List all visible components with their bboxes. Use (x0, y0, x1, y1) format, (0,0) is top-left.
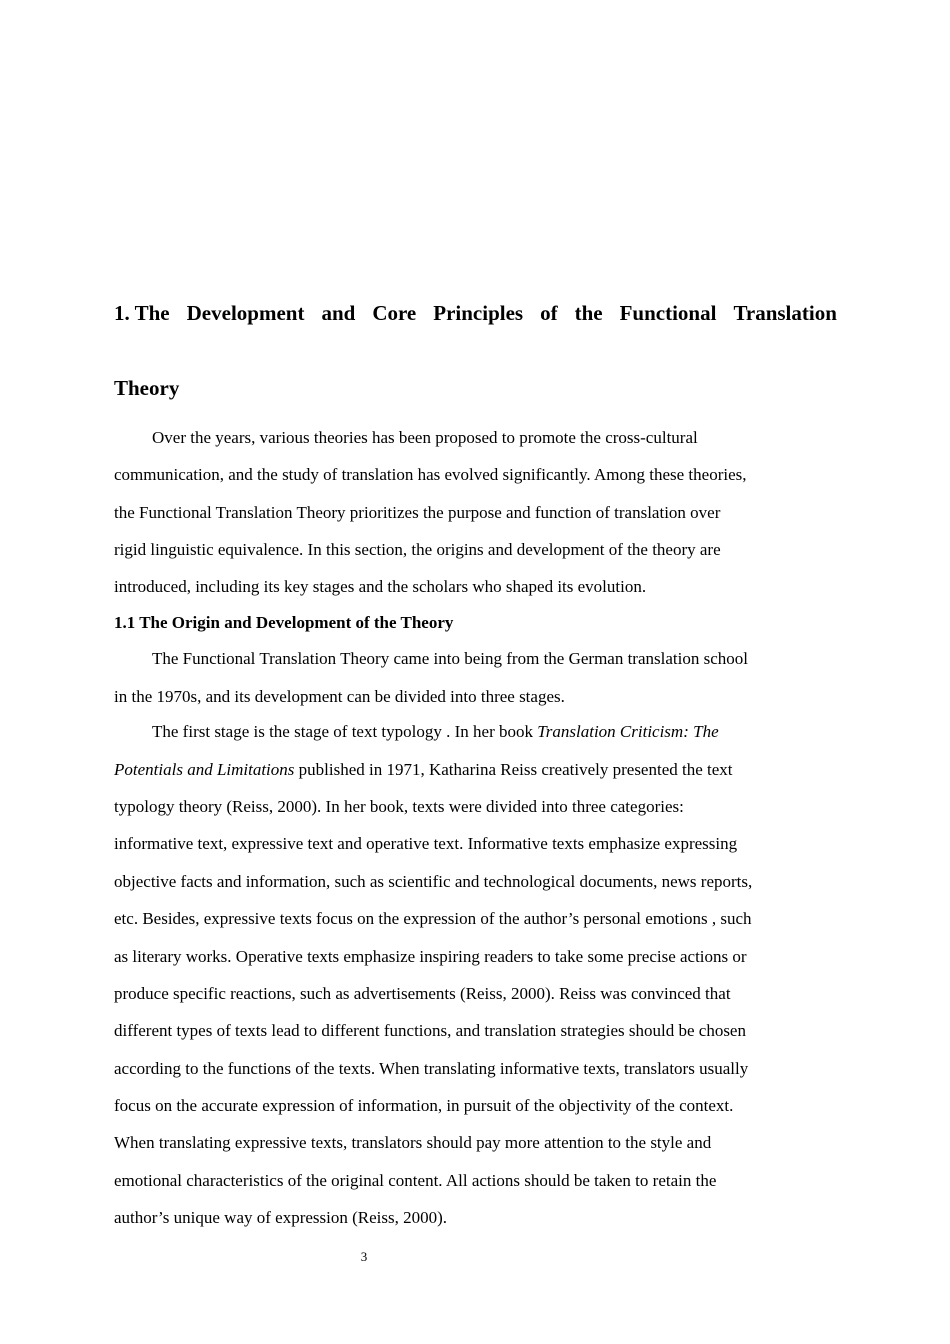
page-number: 3 (360, 1249, 368, 1264)
text-run: The first stage is the stage of text typology . In her book (152, 722, 538, 741)
heading-word: Functional (619, 301, 717, 325)
heading-word: 1. The (114, 301, 170, 325)
paragraph-line: The Functional Translation Theory came into being from the German translation school (152, 649, 748, 668)
paragraph-line: etc. Besides, expressive texts focus on the expression of the author’s personal emotions , such (114, 909, 752, 928)
heading-word: of (540, 301, 558, 325)
paragraph-line: author’s unique way of expression (Reiss, 2000). (114, 1208, 448, 1227)
heading-word: the (574, 301, 603, 325)
heading-word: and (321, 301, 356, 325)
paragraph-line: When translating expressive texts, translators should pay more attention to the style and (114, 1133, 712, 1152)
paragraph-line: introduced, including its key stages and the scholars who shaped its evolution. (114, 577, 647, 596)
paragraph-line: Over the years, various theories has been proposed to promote the cross-cultural (152, 428, 698, 447)
heading-word: Translation (733, 301, 837, 325)
paragraph-line: typology theory (Reiss, 2000). In her book, texts were divided into three categories: (114, 797, 684, 816)
paragraph-line: the Functional Translation Theory prioritizes the purpose and function of translation over (114, 503, 721, 522)
paragraph-line: produce specific reactions, such as advertisements (Reiss, 2000). Reiss was convinced that (114, 984, 731, 1003)
book-title: Potentials and Limitations (114, 760, 295, 779)
paragraph-line: rigid linguistic equivalence. In this section, the origins and development of the theory are (114, 540, 721, 559)
paragraph-line: in the 1970s, and its development can be divided into three stages. (114, 687, 565, 706)
chapter-heading-line-2: Theory (114, 376, 180, 400)
paragraph-line: according to the functions of the texts. When translating informative texts, translators usually (114, 1059, 749, 1078)
paragraph-line: as literary works. Operative texts emphasize inspiring readers to take some precise actions or (114, 947, 747, 966)
heading-word: Development (186, 301, 305, 325)
text-run: published in 1971, Katharina Reiss creatively presented the text (294, 760, 733, 779)
paragraph-line: focus on the accurate expression of information, in pursuit of the objectivity of the context. (114, 1096, 734, 1115)
paragraph-line: communication, and the study of translation has evolved significantly. Among these theories, (114, 465, 747, 484)
paragraph-line: emotional characteristics of the original content. All actions should be taken to retain the (114, 1171, 717, 1190)
chapter-heading-line-1 (114, 300, 837, 326)
paragraph-line: different types of texts lead to different functions, and translation strategies should be chosen (114, 1021, 746, 1040)
paragraph-line (114, 759, 733, 781)
heading-word: Principles (433, 301, 524, 325)
paragraph-line (152, 721, 719, 743)
book-title: Translation Criticism: The (537, 722, 719, 741)
section-heading: 1.1 The Origin and Development of the Theory (114, 613, 454, 632)
heading-word: Core (372, 301, 417, 325)
paragraph-line: informative text, expressive text and operative text. Informative texts emphasize expressing (114, 834, 738, 853)
paragraph-line: objective facts and information, such as scientific and technological documents, news reports, (114, 872, 753, 891)
